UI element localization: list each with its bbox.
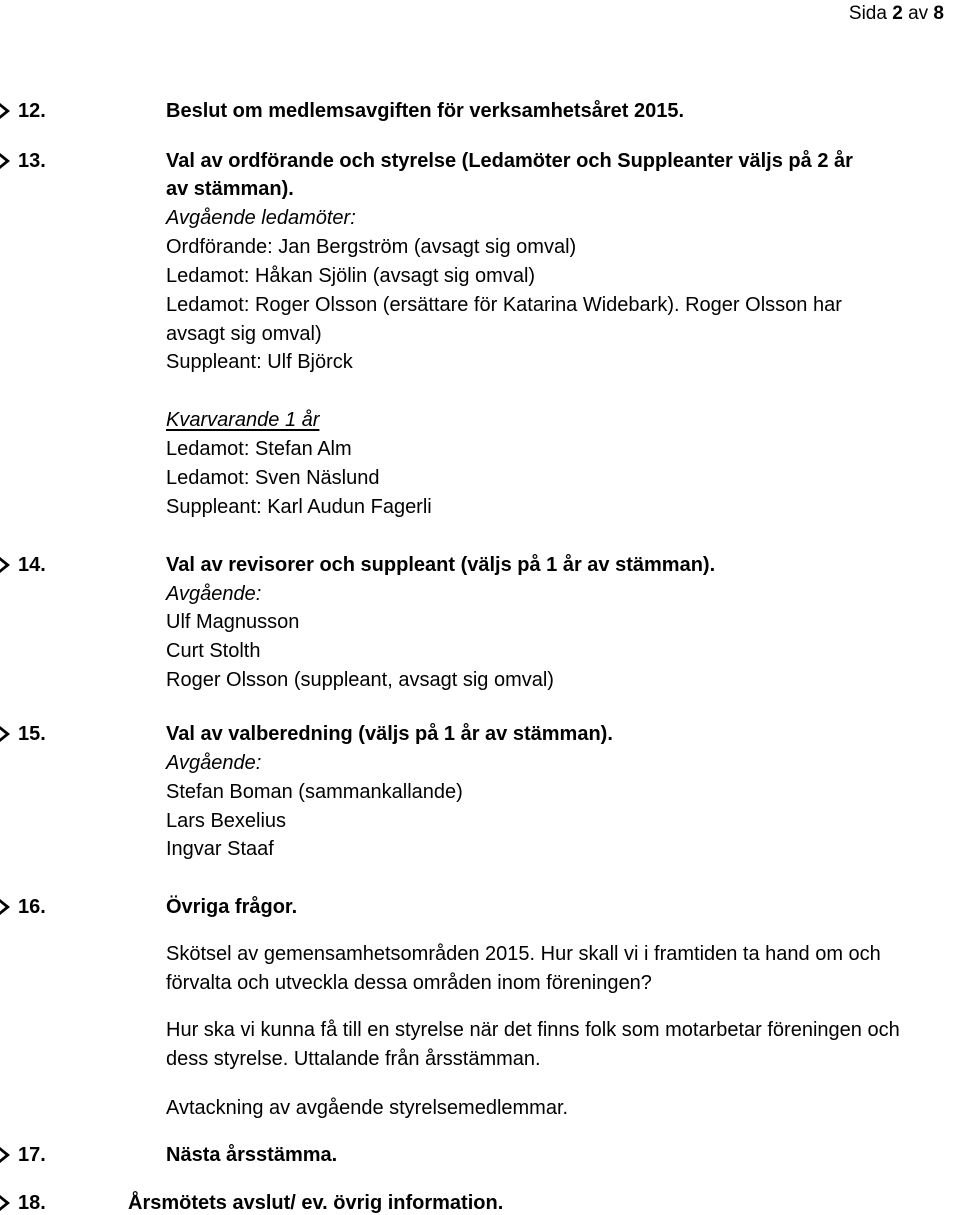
text-line: Suppleant: Karl Audun Fagerli: [166, 496, 432, 518]
text-line: Skötsel av gemensamhetsområden 2015. Hur skall vi i framtiden ta hand om och: [166, 943, 881, 965]
page-number-current: 2: [892, 3, 903, 24]
item-number: 13.: [18, 150, 46, 172]
text-line: Suppleant: Ulf Björck: [166, 351, 353, 373]
text-line: Avtackning av avgående styrelsemedlemmar.: [166, 1097, 569, 1119]
item-heading: Övriga frågor.: [166, 896, 298, 918]
page-number-middle: av: [902, 3, 934, 24]
item-heading-continued: av stämman).: [166, 178, 294, 200]
page-number-prefix: Sida: [848, 3, 893, 24]
item-number: 15.: [18, 723, 46, 745]
item-heading: Val av valberedning (väljs på 1 år av stämman).: [166, 723, 613, 745]
text-line: Ingvar Staaf: [166, 838, 274, 860]
section-label: Kvarvarande 1 år: [166, 409, 320, 431]
item-number: 17.: [18, 1144, 46, 1166]
text-line: Roger Olsson (suppleant, avsagt sig omval): [166, 669, 554, 691]
bullet-arrow-icon: [0, 103, 10, 119]
text-line: Lars Bexelius: [166, 810, 287, 832]
text-line: Ordförande: Jan Bergström (avsagt sig omval): [166, 236, 577, 258]
text-line: Ledamot: Sven Näslund: [166, 467, 380, 489]
item-heading: Beslut om medlemsavgiften för verksamhetsåret 2015.: [166, 100, 684, 122]
text-line: förvalta och utveckla dessa områden inom föreningen?: [166, 972, 652, 994]
section-label: Avgående:: [166, 583, 262, 605]
item-heading: Nästa årsstämma.: [166, 1144, 338, 1166]
text-line: Ulf Magnusson: [166, 611, 300, 633]
bullet-arrow-icon: [0, 153, 10, 169]
item-heading: Val av ordförande och styrelse (Ledamöter och Suppleanter väljs på 2 år: [166, 150, 853, 172]
text-line: Stefan Boman (sammankallande): [166, 781, 463, 803]
text-line: Ledamot: Håkan Sjölin (avsagt sig omval): [166, 265, 536, 287]
text-line: Hur ska vi kunna få till en styrelse när det finns folk som motarbetar föreningen och: [166, 1019, 900, 1041]
section-label: Avgående:: [166, 752, 262, 774]
bullet-arrow-icon: [0, 1147, 10, 1163]
text-line: Ledamot: Stefan Alm: [166, 438, 352, 460]
item-heading: Val av revisorer och suppleant (väljs på 1 år av stämman).: [166, 554, 716, 576]
bullet-arrow-icon: [0, 557, 10, 573]
text-line: dess styrelse. Uttalande från årsstämman.: [166, 1048, 541, 1070]
text-line: Ledamot: Roger Olsson (ersättare för Katarina Widebark). Roger Olsson har: [166, 294, 842, 316]
item-number: 12.: [18, 100, 46, 122]
section-label: Avgående ledamöter:: [166, 207, 356, 229]
item-number: 16.: [18, 896, 46, 918]
bullet-arrow-icon: [0, 1195, 10, 1211]
page-number-total: 8: [933, 3, 944, 24]
item-number: 18.: [18, 1192, 46, 1214]
text-line: Curt Stolth: [166, 640, 261, 662]
item-heading: Årsmötets avslut/ ev. övrig information.: [128, 1192, 504, 1214]
item-number: 14.: [18, 554, 46, 576]
bullet-arrow-icon: [0, 726, 10, 742]
text-line: avsagt sig omval): [166, 323, 322, 345]
bullet-arrow-icon: [0, 899, 10, 915]
page-number: [849, 4, 944, 23]
